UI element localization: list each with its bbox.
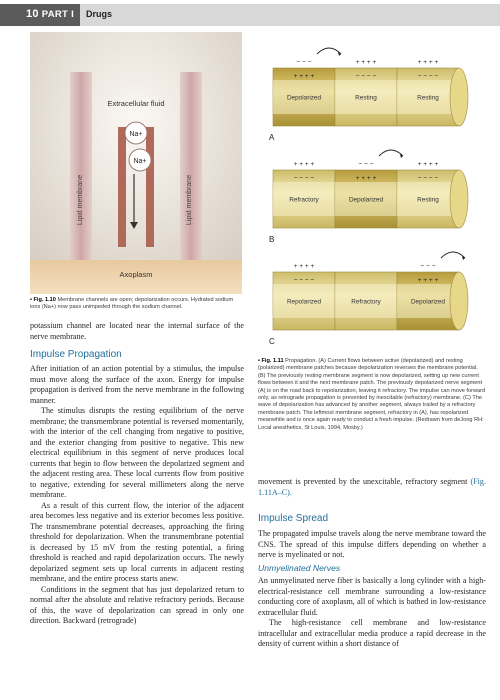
left-intro [30, 321, 244, 342]
membrane-charge-outer: + + + + [293, 161, 315, 168]
panel-a [269, 48, 468, 142]
fig111-caption-text: Propagation. (A) Current flows between active (depolarized) and resting (polarized) membrane patches because depolarization reverses the membrane potential. (B) The previously resting membrane segment is now depolarized, setting up new current flows between it and the next membrane patch. The previously depolarized nerve segment (A) is on the road back to repolarization, leaving it refractory. The impulse can move forward only, as retrograde propagation is prevented by inexcitable (refractory) membrane. (C) The wave of depolarization has advanced by another segment, always trailed by a refractory membrane patch. The leftmost membrane segment, refractory in (A), has repolarized meanwhile and is once again ready to conduct a fresh impulse. (Redrawn from deJong RH: Local anesthetics, St Louis, 1994, Mosby.) [258, 358, 486, 431]
header-page-part [26, 8, 74, 20]
sodium-ion-label-1: Na+ [129, 131, 143, 138]
header-light-band [80, 4, 500, 26]
right-body-1 [258, 529, 486, 561]
membrane-charge-outer: + + + + [417, 161, 439, 168]
segment-label: Refractory [351, 298, 381, 306]
segment-label: Depolarized [286, 94, 322, 102]
segment-label: Refractory [289, 196, 319, 204]
segment-label: Repolarized [286, 298, 322, 306]
fig110-caption-text: Membrane channels are open; depolarization occurs. Hydrated sodium ions (Na+) now pass unimpeded through the sodium channel. [30, 297, 234, 311]
panel-c [269, 252, 468, 346]
nerve-end-cap [450, 68, 468, 126]
segment-label: Resting [417, 94, 439, 102]
membrane-charge-outer: + + + + [293, 263, 315, 270]
left-body [30, 364, 244, 627]
axoplasm-label: Axoplasm [119, 270, 153, 279]
membrane-charge-inner: − − − − [417, 175, 439, 182]
current-flow-arrow [441, 252, 465, 258]
membrane-charge-inner: + + + + [355, 175, 377, 182]
membrane-charge-outer: + + + + [355, 59, 377, 66]
channel-wall-right [146, 127, 154, 247]
left-paragraph-1: After initiation of an action potential by a stimulus, the impulse must move along the surface of the axon. Energy for impulse propagation is derived from the nerve membrane in the following manner. [30, 364, 244, 405]
membrane-charge-outer: − − − [296, 59, 312, 66]
figure-1-11 [255, 40, 485, 355]
fig111-caption [258, 358, 486, 432]
current-flow-arrow [317, 48, 341, 54]
heading-impulse-spread: Impulse Spread [258, 513, 329, 524]
left-paragraph-2: The stimulus disrupts the resting equilibrium of the nerve membrane; the transmembrane potential is reversed momentarily, with the interior of the cell changing from negative to positive, and the exterior changing from positive to negative. This new electrical equilibrium in this segment of nerve produces local currents that begin to flow between the depolarized segment and the adjacent resting area. These local currents flow from positive to negative, extending for several millimeters along the nerve membrane. [30, 406, 244, 499]
panel-letter: B [269, 235, 275, 244]
fig110-caption [30, 297, 244, 312]
membrane-charge-inner: − − − − [293, 175, 315, 182]
lipid-membrane-right [180, 72, 202, 262]
current-flow-arrow [379, 150, 403, 156]
figure-reference-link[interactable]: (Fig. 1.11A–C). [258, 477, 486, 497]
right-continuation-text: movement is prevented by the unexcitable, refractory segment [258, 477, 468, 486]
right-paragraph-1: The propagated impulse travels along the nerve membrane toward the CNS. The spread of this impulse differs depending on whether a nerve is myelinated or not. [258, 529, 486, 559]
panel-letter: C [269, 337, 275, 346]
lipid-label-left: Lipid membrane [77, 174, 84, 226]
right-paragraph-2: An unmyelinated nerve fiber is basically a long cylinder with a high-electrical-resistance cell membrane surrounding a low-resistance conducting core of axoplasm, all of which is bathed in low-resistance extracellular fluid. [258, 576, 486, 617]
part-label: PART I [41, 9, 75, 20]
right-continuation [258, 477, 486, 498]
page-number: 10 [26, 8, 39, 20]
membrane-charge-outer: − − − [420, 263, 436, 270]
segment-label: Resting [355, 94, 377, 102]
membrane-charge-inner: + + + + [417, 277, 439, 284]
right-paragraph-3: The high-resistance cell membrane and low-resistance intracellular and extracellular media produce a rapid decrease in the density of current within a short distance of [258, 618, 486, 648]
section-title: Drugs [86, 9, 113, 19]
segment-label: Resting [417, 196, 439, 204]
channel-wall-left [118, 127, 126, 247]
figure-1-10 [30, 32, 242, 294]
segment-label: Depolarized [348, 196, 384, 204]
membrane-charge-outer: + + + + [417, 59, 439, 66]
heading-impulse-propagation: Impulse Propagation [30, 349, 122, 360]
left-paragraph-3: As a result of this current flow, the interior of the adjacent area becomes less negative and its exterior becomes less positive. The transmembrane potential decreases, approaching the firing threshold for depolarization. When the transmembrane potential is decreased by 15 mV from the resting potential, a firing threshold is reached and rapid depolarization occurs. The newly depolarized segment sets up local currents in adjacent resting membrane, and the entire process starts anew. [30, 500, 244, 583]
sodium-ion-label-2: Na+ [133, 158, 147, 165]
panel-b [269, 150, 468, 244]
extracellular-label: Extracellular fluid [107, 99, 165, 108]
fig111-caption-tag: • Fig. 1.11 [258, 358, 284, 364]
membrane-charge-inner: − − − − [293, 277, 315, 284]
lipid-label-right: Lipid membrane [186, 174, 193, 226]
panel-letter: A [269, 133, 275, 142]
segment-label: Depolarized [410, 298, 446, 306]
subheading-unmyelinated-nerves: Unmyelinated Nerves [258, 563, 341, 573]
membrane-charge-outer: − − − [358, 161, 374, 168]
nerve-end-cap [450, 272, 468, 330]
nerve-end-cap [450, 170, 468, 228]
fig110-caption-tag: • Fig. 1.10 [30, 297, 56, 303]
membrane-charge-inner: + + + + [293, 73, 315, 80]
left-intro-text: potassium channel are located near the internal surface of the nerve membrane. [30, 321, 244, 341]
left-paragraph-4: Conditions in the segment that has just depolarized return to normal after the absolute and relative refractory periods. Because of this, the wave of depolarization can spread in only one direction. Backward (retrograde) [30, 584, 244, 625]
right-body-2 [258, 576, 486, 650]
lipid-membrane-left [70, 72, 92, 262]
membrane-charge-inner: − − − − [355, 73, 377, 80]
membrane-charge-inner: − − − − [417, 73, 439, 80]
page-header [0, 0, 500, 26]
